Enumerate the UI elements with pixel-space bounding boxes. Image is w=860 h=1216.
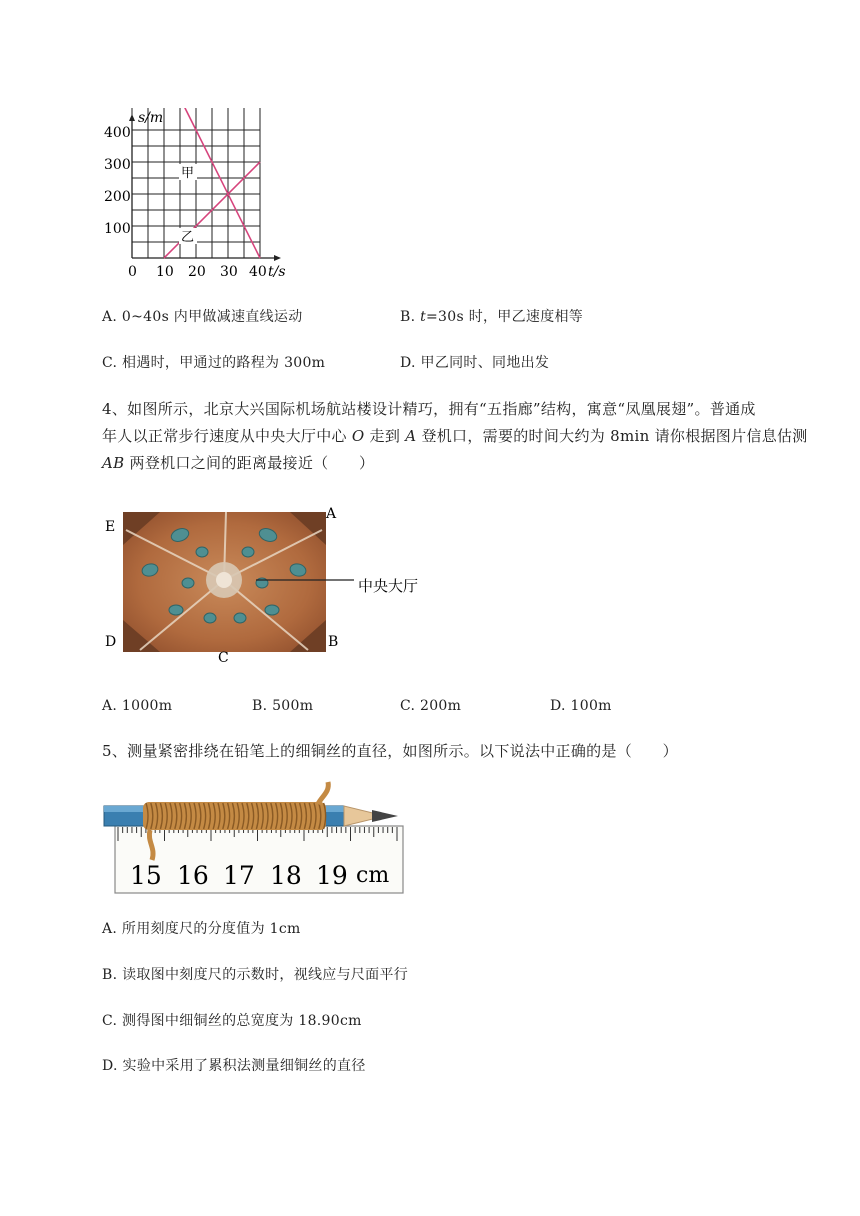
q4-var-ab: AB — [102, 454, 125, 472]
ruler-number-18: 18 — [270, 861, 302, 890]
q4-line-2b: 走到 — [364, 427, 406, 445]
q4-line-3-rest: 两登机口之间的距离最接近（ ） — [124, 454, 375, 472]
q3-option-c[interactable]: C. 相遇时，甲通过的路程为 300m — [102, 355, 326, 371]
q4-line-1: 4、如图所示，北京大兴国际机场航站楼设计精巧，拥有“五指廊”结构，寓意“凤凰展翅”。普通成 — [102, 400, 756, 418]
q4-option-d[interactable]: D. 100m — [550, 698, 612, 714]
ruler-number-19: 19 — [316, 861, 348, 890]
q4-line-2c: 登机口，需要的时间大约为 8min 请你根据图片信息估测 — [416, 427, 808, 445]
corner-label-a: A — [326, 506, 337, 522]
pencil-ruler-svg — [100, 780, 410, 898]
pencil-lead — [372, 810, 398, 822]
y-axis-label: s/m — [138, 110, 164, 126]
q3-option-b-var: t — [420, 309, 427, 325]
series-label-jia: 甲 — [181, 166, 195, 181]
corner-label-d: D — [105, 634, 117, 650]
y-axis-arrow — [129, 114, 135, 121]
q4-line-2a: 年人以正常步行速度从中央大厅中心 — [102, 427, 352, 445]
q5-option-b[interactable]: B. 读取图中刻度尺的示数时，视线应与尺面平行 — [102, 967, 409, 983]
ruler-number-17: 17 — [223, 861, 255, 890]
q3-option-a[interactable]: A. 0~40s 内甲做减速直线运动 — [102, 309, 303, 325]
q3-option-d[interactable]: D. 甲乙同时、同地出发 — [400, 355, 550, 371]
q3-option-b-prefix: B. — [400, 309, 421, 325]
hall-label: 中央大厅 — [358, 577, 419, 595]
y-tick-100: 100 — [104, 221, 131, 237]
q4-line-2 — [102, 423, 808, 450]
q5-option-c[interactable]: C. 测得图中细铜丝的总宽度为 18.90cm — [102, 1013, 362, 1029]
ruler-number-16: 16 — [177, 861, 209, 890]
q5-option-d[interactable]: D. 实验中采用了累积法测量细铜丝的直径 — [102, 1058, 366, 1074]
copper-wire-end-right — [318, 782, 328, 804]
q4-var-o: O — [351, 427, 365, 445]
y-tick-400: 400 — [104, 125, 131, 141]
q4-option-b[interactable]: B. 500m — [252, 698, 314, 714]
x-tick-0: 0 — [128, 264, 137, 280]
q3-option-b[interactable] — [400, 306, 583, 326]
q4-line-3 — [102, 450, 802, 477]
corner-label-b: B — [328, 634, 339, 650]
ruler-unit: cm — [356, 863, 390, 888]
ruler-number-15: 15 — [130, 861, 162, 890]
x-axis-arrow — [274, 255, 281, 261]
q4-option-a[interactable]: A. 1000m — [102, 698, 173, 714]
y-tick-300: 300 — [104, 157, 131, 173]
central-hall-core — [216, 572, 232, 588]
corner-label-c: C — [218, 650, 229, 666]
x-tick-10: 10 — [156, 264, 174, 280]
airport-figure — [100, 500, 440, 670]
st-graph-svg — [95, 108, 300, 283]
q4-option-c[interactable]: C. 200m — [400, 698, 462, 714]
pencil-ruler-figure — [100, 780, 410, 898]
series-label-yi: 乙 — [181, 230, 195, 245]
st-graph — [95, 108, 300, 283]
x-tick-20: 20 — [188, 264, 206, 280]
q4-question — [102, 396, 808, 477]
x-tick-30: 30 — [220, 264, 238, 280]
q3-option-b-rest: =30s 时，甲乙速度相等 — [426, 309, 584, 325]
q5-question: 5、测量紧密排绕在铅笔上的细铜丝的直径，如图所示。以下说法中正确的是（ ） — [102, 742, 678, 760]
q4-var-a: A — [405, 427, 417, 445]
corner-label-e: E — [105, 519, 116, 535]
x-tick-40: 40 — [249, 264, 267, 280]
x-axis-label: t/s — [268, 264, 286, 280]
airport-figure-svg — [100, 500, 440, 670]
y-tick-200: 200 — [104, 189, 131, 205]
q5-option-a[interactable]: A. 所用刻度尺的分度值为 1cm — [102, 921, 301, 937]
